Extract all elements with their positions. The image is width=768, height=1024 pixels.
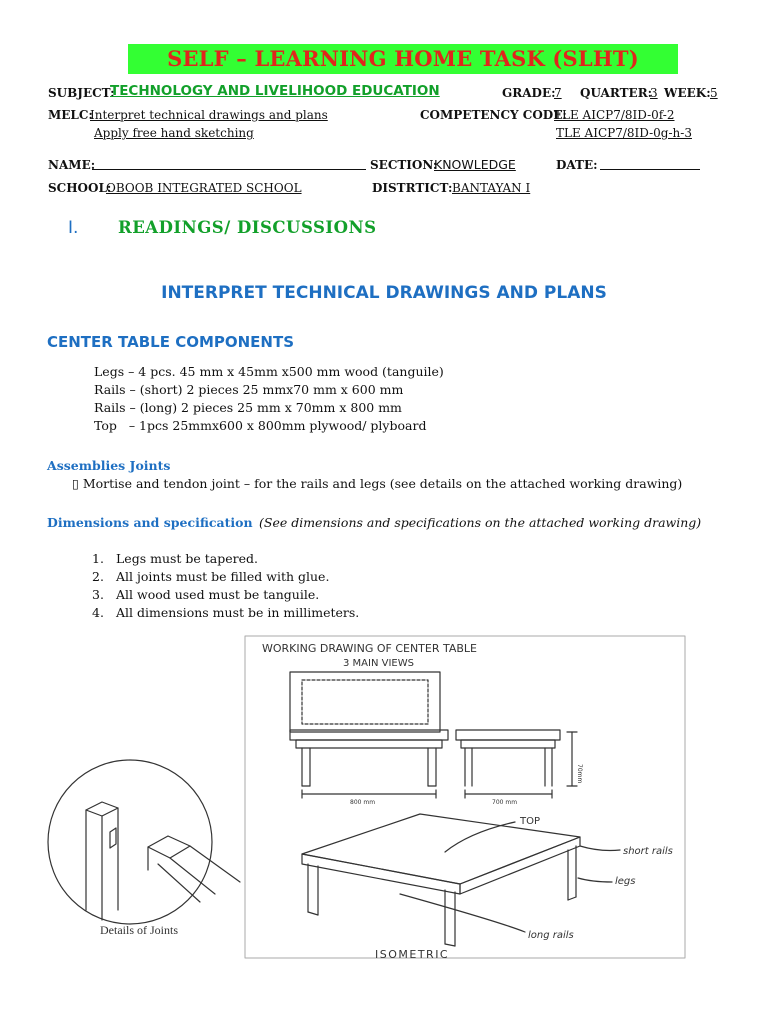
competency-code-2: TLE AICP7/8ID-0g-h-3 bbox=[556, 126, 692, 140]
date-label: DATE: bbox=[556, 158, 598, 172]
list-item: 4. All dimensions must be in millimeters. bbox=[92, 605, 360, 620]
component-item: Legs – 4 pcs. 45 mm x 45mm x500 mm wood (tanguile) bbox=[94, 364, 444, 379]
working-drawing bbox=[40, 632, 688, 962]
component-item: Top – 1pcs 25mmx600 x 800mm plywood/ plyboard bbox=[94, 418, 427, 433]
section-value: KNOWLEDGE bbox=[434, 157, 516, 172]
label-top: TOP bbox=[520, 816, 541, 827]
dim-depth-label: 700 mm bbox=[492, 799, 518, 806]
subject-label: SUBJECT: bbox=[48, 86, 115, 100]
school-value: OBOOB INTEGRATED SCHOOL bbox=[106, 181, 302, 195]
section-heading: READINGS/ DISCUSSIONS bbox=[118, 218, 377, 237]
name-blank[interactable] bbox=[92, 158, 366, 170]
joint-details-view bbox=[48, 760, 240, 924]
side-view bbox=[456, 730, 577, 798]
district-value: BANTAYAN I bbox=[452, 181, 531, 195]
section-number: I. bbox=[68, 218, 79, 238]
week-value: 5 bbox=[710, 86, 718, 100]
competency-code-1: TLE AICP7/8ID-0f-2 bbox=[554, 108, 675, 122]
page-title: SELF – LEARNING HOME TASK (SLHT) bbox=[167, 46, 639, 71]
title-banner bbox=[128, 44, 678, 74]
dim-height-label: 70mm bbox=[576, 764, 583, 784]
quarter-label: QUARTER: bbox=[580, 86, 653, 100]
label-long-rails: long rails bbox=[528, 930, 574, 941]
label-short-rails: short rails bbox=[623, 846, 673, 857]
competency-label: COMPETENCY CODE: bbox=[420, 108, 567, 122]
main-heading: INTERPRET TECHNICAL DRAWINGS AND PLANS bbox=[161, 283, 607, 303]
list-item: 2. All joints must be filled with glue. bbox=[92, 569, 330, 584]
dim-width-label: 800 mm bbox=[350, 799, 376, 806]
section-label: SECTION: bbox=[370, 158, 438, 172]
drawing-subtitle: 3 MAIN VIEWS bbox=[343, 658, 414, 669]
quarter-value: 3 bbox=[650, 86, 658, 100]
grade-value: 7 bbox=[554, 86, 562, 100]
component-item: Rails – (long) 2 pieces 25 mm x 70mm x 800 mm bbox=[94, 400, 402, 415]
list-item: 1. Legs must be tapered. bbox=[92, 551, 258, 566]
name-label: NAME: bbox=[48, 158, 96, 172]
components-heading: CENTER TABLE COMPONENTS bbox=[47, 333, 295, 351]
drawing-title: WORKING DRAWING OF CENTER TABLE bbox=[262, 642, 478, 655]
label-isometric: ISOMETRIC bbox=[375, 948, 450, 961]
component-item: Rails – (short) 2 pieces 25 mmx70 mm x 600 mm bbox=[94, 382, 404, 397]
assemblies-text: ▯ Mortise and tendon joint – for the rails and legs (see details on the attached working drawing) bbox=[72, 476, 683, 491]
label-joint-details: Details of Joints bbox=[100, 923, 178, 937]
grade-label: GRADE: bbox=[502, 86, 556, 100]
date-blank[interactable] bbox=[600, 158, 700, 170]
school-label: SCHOOL: bbox=[48, 181, 112, 195]
melc-item-1: Interpret technical drawings and plans bbox=[90, 108, 328, 122]
dimensions-heading: Dimensions and specification bbox=[47, 515, 253, 530]
assemblies-heading: Assemblies Joints bbox=[47, 458, 171, 473]
top-view bbox=[290, 672, 440, 732]
label-legs: legs bbox=[615, 876, 636, 887]
list-item: 3. All wood used must be tanguile. bbox=[92, 587, 320, 602]
subject-value: TECHNOLOGY AND LIVELIHOOD EDUCATION bbox=[110, 83, 440, 99]
front-view bbox=[290, 730, 448, 798]
melc-item-2: Apply free hand sketching bbox=[94, 126, 254, 140]
district-label: DISTRTICT: bbox=[372, 181, 453, 195]
melc-label: MELC: bbox=[48, 108, 93, 122]
week-label: WEEK: bbox=[664, 86, 711, 100]
isometric-view bbox=[302, 814, 620, 946]
dimensions-note: (See dimensions and specifications on the attached working drawing) bbox=[259, 515, 702, 530]
